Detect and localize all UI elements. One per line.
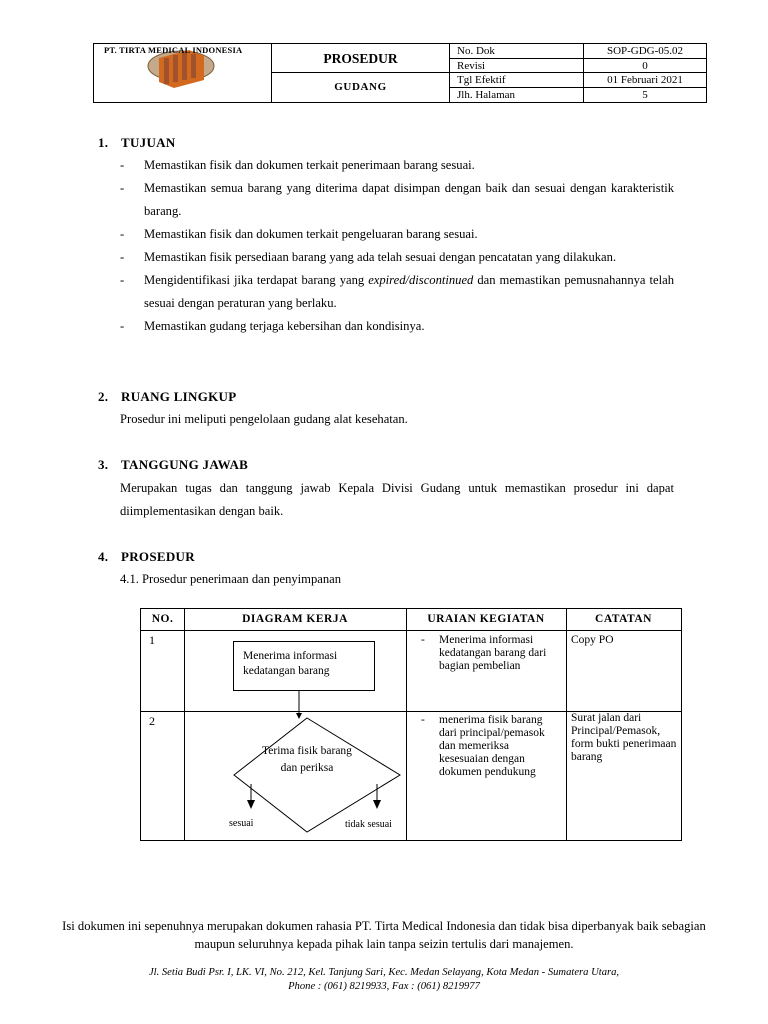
meta-label: No. Dok bbox=[450, 44, 584, 58]
table-header: URAIAN KEGIATAN bbox=[427, 613, 545, 625]
meta-row bbox=[450, 44, 706, 59]
list-item-italic: expired/discontinued bbox=[368, 273, 474, 287]
section-title-text: TANGGUNG JAWAB bbox=[121, 457, 249, 472]
section-number: 3. bbox=[98, 457, 109, 472]
tanggung-text: Merupakan tugas dan tanggung jawab Kepala Divisi Gudang untuk memastikan prosedur ini dapat diimplementasikan dengan baik. bbox=[120, 481, 674, 518]
section-tujuan-title bbox=[98, 135, 176, 151]
meta-label: Tgl Efektif bbox=[450, 73, 584, 87]
list-item: - Memastikan fisik dan dokumen terkait penerimaan barang sesuai. bbox=[120, 154, 674, 177]
list-item: - Memastikan fisik dan dokumen terkait pengeluaran barang sesuai. bbox=[120, 223, 674, 246]
document-meta bbox=[450, 44, 706, 102]
row-number: 2 bbox=[149, 714, 155, 728]
meta-value: 5 bbox=[642, 88, 648, 101]
tujuan-list bbox=[120, 154, 674, 338]
meta-value: SOP-GDG-05.02 bbox=[606, 45, 684, 57]
flow-arrow-icon bbox=[296, 713, 302, 719]
list-item-text: Mengidentifikasi jika terdapat barang yang bbox=[144, 273, 369, 287]
section-number: 1. bbox=[98, 135, 109, 150]
flow-arrow-icon bbox=[247, 800, 255, 809]
section-prosedur-title bbox=[98, 549, 195, 565]
uraian-dash: - bbox=[421, 714, 425, 726]
meta-value: 01 Februari 2021 bbox=[607, 74, 683, 86]
list-item bbox=[120, 269, 674, 315]
confidentiality-note: Isi dokumen ini sepenuhnya merupakan dokumen rahasia PT. Tirta Medical Indonesia dan tidak bisa diperbanyak baik sebagian maupun seluruhnya kepada pihak lain tanpa seizin tertulis dari manajemen. bbox=[62, 919, 706, 951]
meta-label: Jlh. Halaman bbox=[450, 88, 584, 103]
department-label: GUDANG bbox=[272, 73, 450, 102]
row-catatan: Surat jalan dari Principal/Pemasok, form bukti penerimaan barang bbox=[571, 712, 677, 763]
row-catatan: Copy PO bbox=[571, 634, 614, 646]
company-address bbox=[60, 966, 708, 994]
branch-label-tidak-sesuai: tidak sesuai bbox=[345, 819, 392, 830]
ruang-text: Prosedur ini meliputi pengelolaan gudang alat kesehatan. bbox=[120, 412, 408, 426]
phone-line: Phone : (061) 8219933, Fax : (061) 8219977 bbox=[288, 981, 480, 992]
document-header bbox=[93, 43, 707, 103]
section-tanggung-title bbox=[98, 457, 248, 473]
section-title-text: TUJUAN bbox=[121, 135, 176, 150]
decision-text: Terima fisik barang dan periksa bbox=[262, 745, 352, 774]
section-ruang-title bbox=[98, 389, 237, 405]
meta-row bbox=[450, 88, 706, 103]
list-item: - Memastikan semua barang yang diterima dapat disimpan dengan baik dan sesuai dengan karakteristik barang. bbox=[120, 177, 674, 223]
row-number: 1 bbox=[149, 633, 155, 647]
table-header: DIAGRAM KERJA bbox=[242, 613, 348, 625]
list-item: - Memastikan fisik persediaan barang yang ada telah sesuai dengan pencatatan yang dilakukan. bbox=[120, 246, 674, 269]
meta-row bbox=[450, 59, 706, 74]
list-item-text: dan memastikan pemusnahannya telah sesuai dengan peraturan yang berlaku. bbox=[144, 273, 674, 310]
uraian-text: Menerima informasi kedatangan barang dari bagian pembelian bbox=[439, 634, 547, 672]
process-box: Menerima informasi kedatangan barang bbox=[233, 641, 375, 691]
procedure-table bbox=[140, 608, 682, 841]
uraian-dash: - bbox=[421, 634, 425, 646]
list-item: - Memastikan gudang terjaga kebersihan dan kondisinya. bbox=[120, 315, 674, 338]
branch-label-sesuai: sesuai bbox=[229, 818, 254, 829]
meta-label: Revisi bbox=[450, 59, 584, 73]
section-title-text: PROSEDUR bbox=[121, 549, 195, 564]
flow-arrow-icon bbox=[373, 800, 381, 809]
section-number: 4. bbox=[98, 549, 109, 564]
procedure-label: PROSEDUR bbox=[272, 44, 450, 73]
section-number: 2. bbox=[98, 389, 109, 404]
address-line: Jl. Setia Budi Psr. I, LK. VI, No. 212, Kel. Tanjung Sari, Kec. Medan Selayang, Kota Medan - Sumatera Utara, bbox=[148, 967, 620, 978]
table-header: CATATAN bbox=[595, 613, 652, 625]
section-title-text: RUANG LINGKUP bbox=[121, 389, 237, 404]
logo-cell bbox=[94, 44, 272, 102]
table-header: NO. bbox=[151, 613, 174, 625]
meta-value: 0 bbox=[642, 59, 648, 72]
company-name: PT. TIRTA MEDICAL INDONESIA bbox=[104, 45, 243, 55]
uraian-text: menerima fisik barang dari principal/pemasok dan memeriksa kesesuaian dengan dokumen pendukung bbox=[439, 714, 545, 778]
prosedur-subtitle: 4.1. Prosedur penerimaan dan penyimpanan bbox=[120, 572, 342, 586]
meta-row bbox=[450, 73, 706, 88]
